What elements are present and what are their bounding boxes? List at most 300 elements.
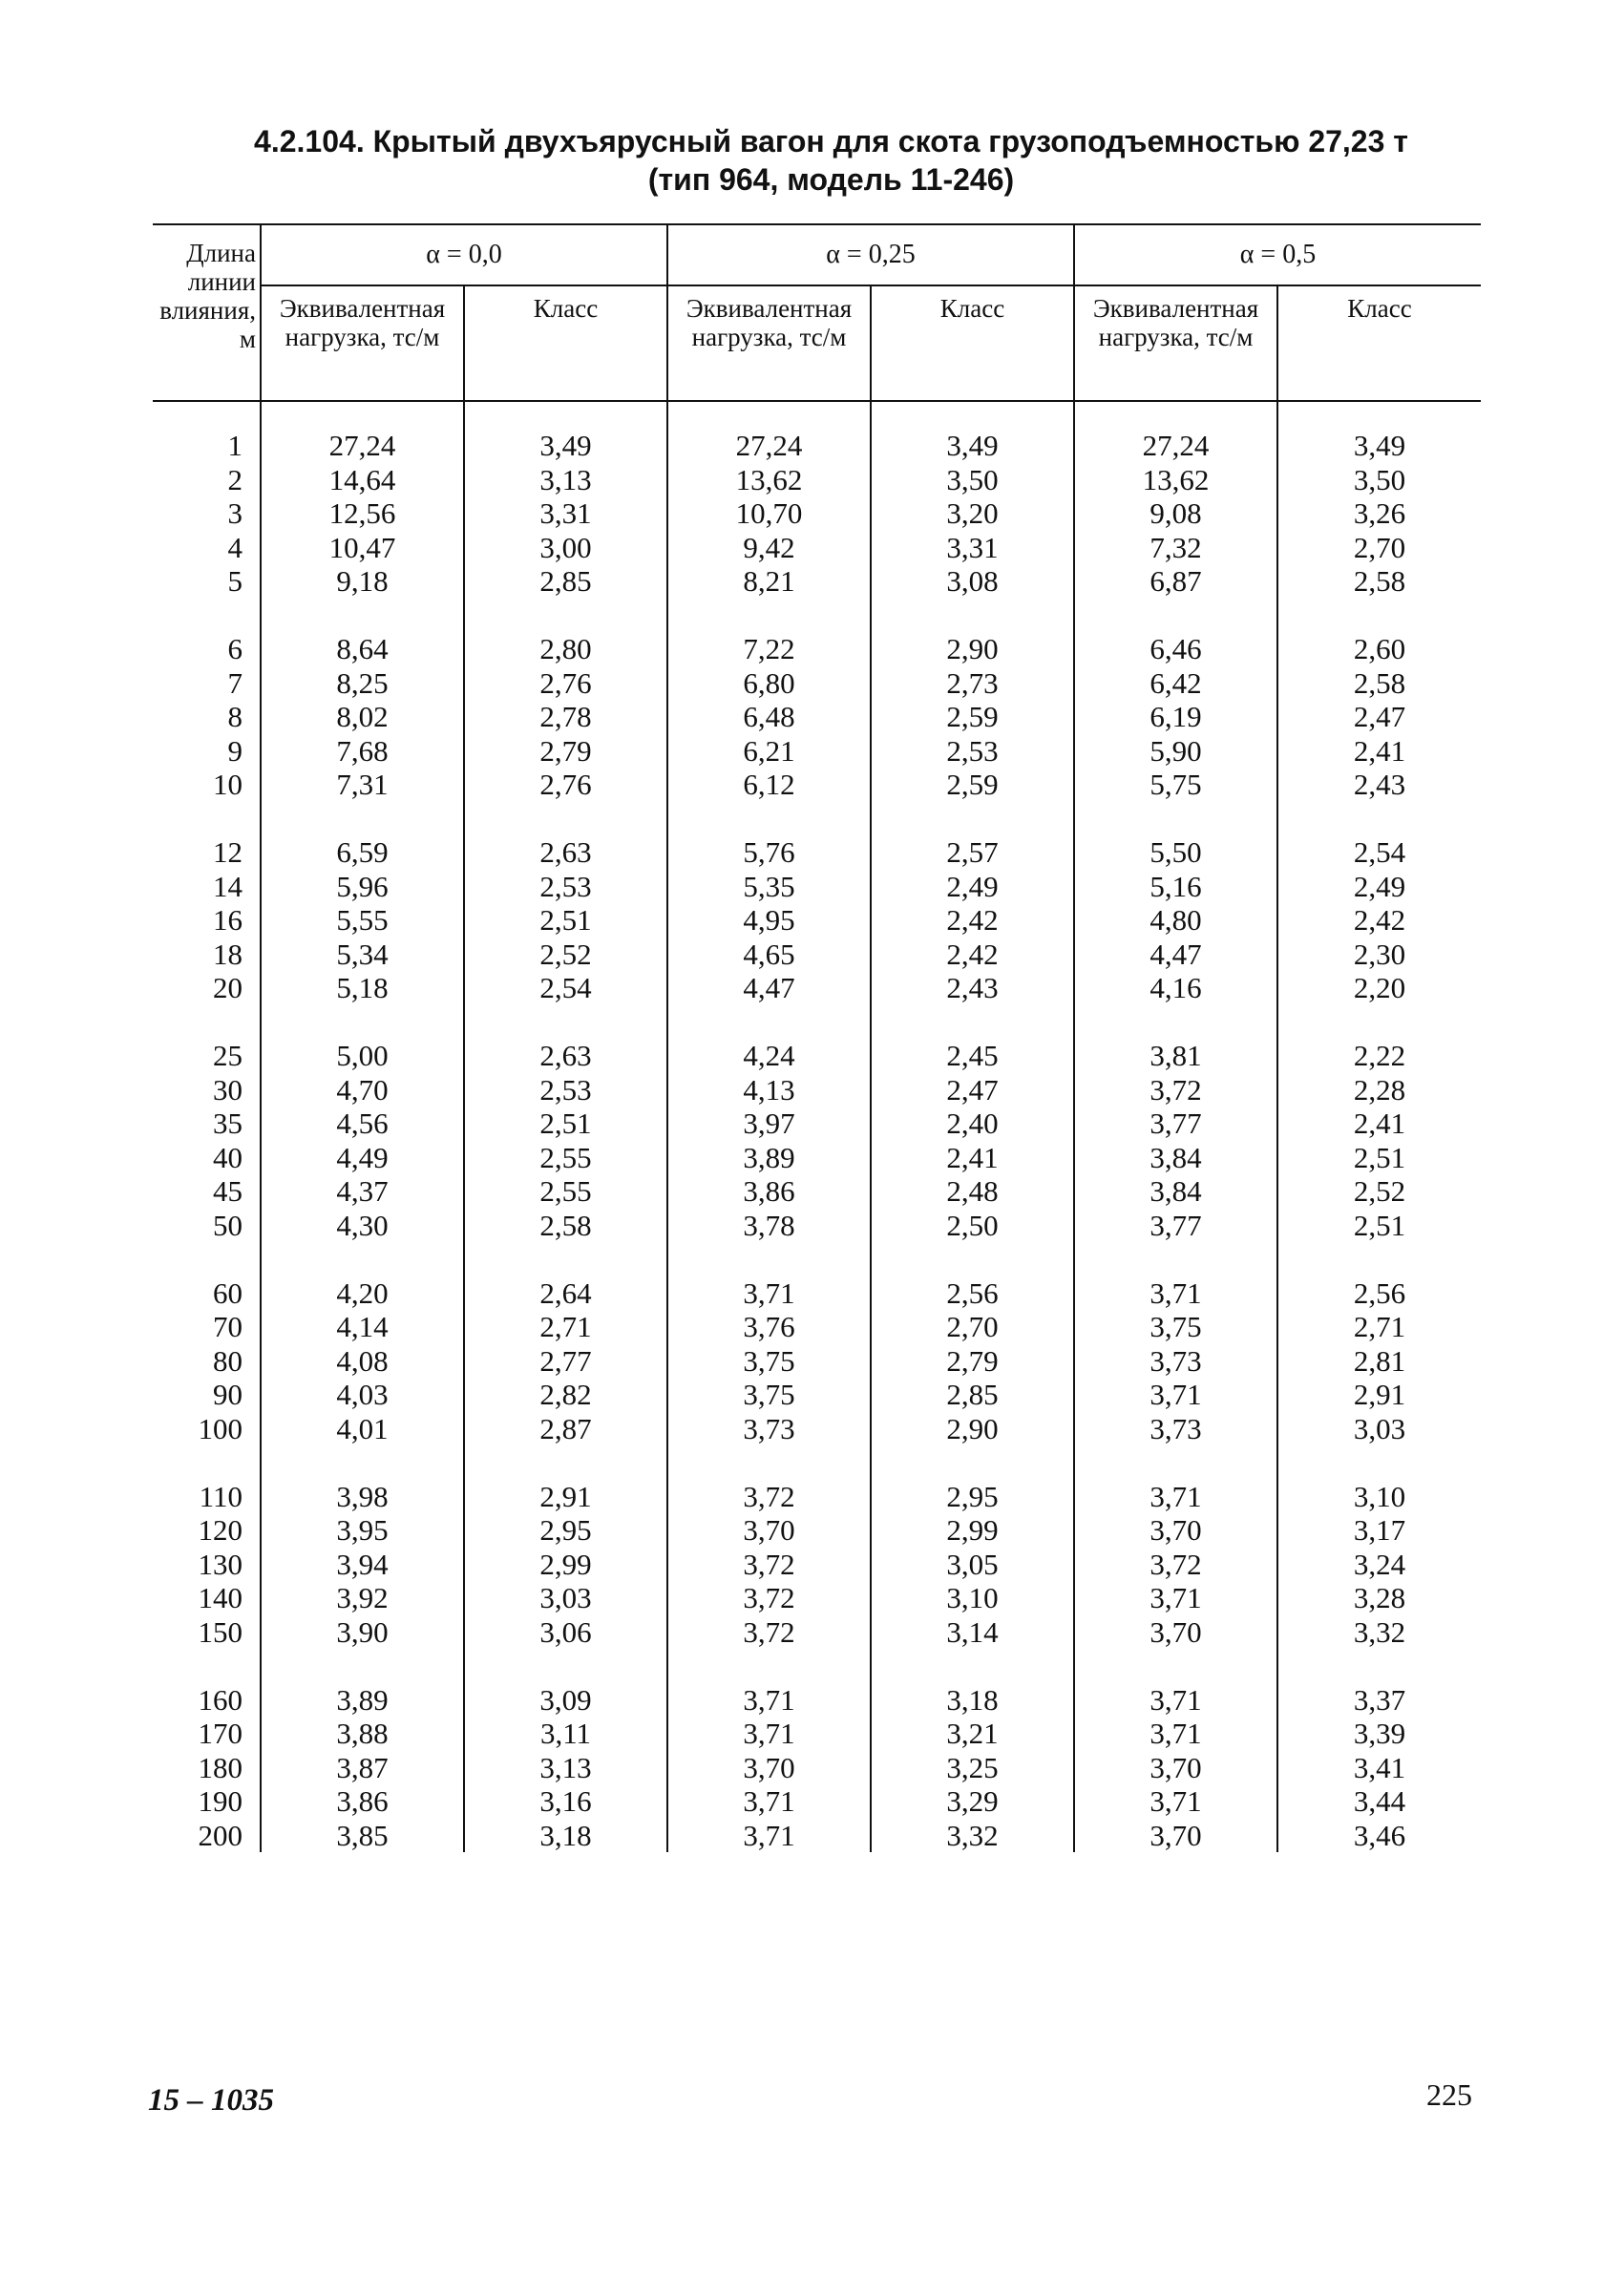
cell-equiv-load-a0: 4,03 — [261, 1378, 464, 1412]
cell-equiv-load-a025: 3,71 — [667, 1683, 871, 1718]
cell-class-a05: 2,43 — [1353, 768, 1406, 801]
cell-equiv-load-a025: 3,97 — [667, 1107, 871, 1141]
group-spacer — [153, 802, 1481, 836]
cell-line-length: 12 — [153, 835, 261, 870]
printer-signature: 15 – 1035 — [148, 2083, 274, 2118]
cell-class-a0: 2,76 — [464, 666, 667, 701]
header-row-alpha — [153, 224, 1481, 285]
cell-class-a05: 3,49 — [1353, 429, 1406, 462]
cell-equiv-load-a0: 3,98 — [261, 1480, 464, 1514]
cell-equiv-load-a025: 5,76 — [667, 835, 871, 870]
cell-class-a0: 2,51 — [464, 903, 667, 938]
header-class: Класс — [464, 285, 667, 401]
cell-line-length: 150 — [153, 1615, 261, 1650]
cell-class-a0: 3,13 — [464, 1751, 667, 1785]
table-row — [153, 531, 1481, 565]
cell-line-length: 200 — [153, 1819, 261, 1853]
cell-class-a025: 2,47 — [871, 1073, 1074, 1107]
cell-class-a0: 2,91 — [464, 1480, 667, 1514]
table-row — [153, 1751, 1481, 1785]
cell-class-a025: 2,53 — [871, 734, 1074, 769]
cell-equiv-load-a05: 3,77 — [1074, 1107, 1277, 1141]
cell-equiv-load-a05: 3,70 — [1074, 1615, 1277, 1650]
cell-class-a05: 3,24 — [1353, 1547, 1406, 1581]
cell-class-a05: 2,20 — [1353, 971, 1406, 1004]
cell-class-a05: 3,03 — [1353, 1411, 1406, 1445]
cell-equiv-load-a0: 4,37 — [261, 1174, 464, 1209]
cell-equiv-load-a0: 3,85 — [261, 1819, 464, 1853]
cell-class-a025: 2,90 — [871, 1412, 1074, 1446]
cell-class-a0: 3,31 — [464, 496, 667, 531]
title-line-2: (тип 964, модель 11-246) — [647, 162, 1015, 197]
cell-line-length: 18 — [153, 938, 261, 972]
cell-equiv-load-a025: 3,70 — [667, 1751, 871, 1785]
cell-class-a025: 2,41 — [871, 1141, 1074, 1175]
cell-equiv-load-a05: 4,80 — [1074, 903, 1277, 938]
cell-equiv-load-a0: 4,20 — [261, 1276, 464, 1311]
cell-equiv-load-a025: 3,72 — [667, 1581, 871, 1615]
cell-equiv-load-a0: 3,89 — [261, 1683, 464, 1718]
cell-line-length: 2 — [153, 463, 261, 497]
cell-class-a05: 3,37 — [1353, 1682, 1406, 1717]
cell-equiv-load-a0: 5,96 — [261, 870, 464, 904]
cell-class-a025: 2,40 — [871, 1107, 1074, 1141]
cell-equiv-load-a025: 13,62 — [667, 463, 871, 497]
header-equiv-load: Эквивалентная нагрузка, тс/м — [667, 285, 871, 401]
table-row — [153, 1784, 1481, 1819]
cell-class-a0: 2,77 — [464, 1344, 667, 1379]
cell-equiv-load-a05: 3,81 — [1074, 1039, 1277, 1073]
cell-class-a025: 3,05 — [871, 1548, 1074, 1582]
cell-equiv-load-a05: 3,71 — [1074, 1683, 1277, 1718]
cell-class-a05: 2,41 — [1353, 733, 1406, 768]
cell-class-a0: 2,53 — [464, 1073, 667, 1107]
cell-class-a025: 2,90 — [871, 632, 1074, 666]
cell-line-length: 90 — [153, 1378, 261, 1412]
cell-equiv-load-a025: 3,71 — [667, 1784, 871, 1819]
cell-equiv-load-a0: 10,47 — [261, 531, 464, 565]
cell-equiv-load-a0: 3,87 — [261, 1751, 464, 1785]
cell-equiv-load-a0: 3,92 — [261, 1581, 464, 1615]
cell-class-a025: 2,45 — [871, 1039, 1074, 1073]
cell-line-length: 7 — [153, 666, 261, 701]
cell-equiv-load-a0: 4,70 — [261, 1073, 464, 1107]
cell-equiv-load-a025: 6,80 — [667, 666, 871, 701]
cell-equiv-load-a05: 3,71 — [1074, 1378, 1277, 1412]
group-spacer — [153, 599, 1481, 633]
cell-equiv-load-a05: 3,70 — [1074, 1819, 1277, 1853]
table-title — [0, 122, 1624, 199]
cell-class-a025: 2,73 — [871, 666, 1074, 701]
table-row — [153, 1209, 1481, 1243]
cell-equiv-load-a05: 3,77 — [1074, 1209, 1277, 1243]
cell-line-length: 5 — [153, 564, 261, 599]
table-row — [153, 401, 1481, 463]
cell-equiv-load-a05: 5,16 — [1074, 870, 1277, 904]
cell-class-a05: 3,39 — [1353, 1717, 1406, 1750]
cell-class-a025: 2,59 — [871, 700, 1074, 734]
cell-class-a025: 2,42 — [871, 938, 1074, 972]
cell-line-length: 10 — [153, 768, 261, 802]
cell-class-a0: 2,55 — [464, 1141, 667, 1175]
table-row — [153, 768, 1481, 802]
cell-class-a025: 2,95 — [871, 1480, 1074, 1514]
table-row — [153, 1581, 1481, 1615]
cell-equiv-load-a05: 3,71 — [1074, 1717, 1277, 1751]
cell-equiv-load-a0: 3,94 — [261, 1548, 464, 1582]
cell-class-a05: 2,91 — [1353, 1378, 1406, 1411]
cell-equiv-load-a025: 6,12 — [667, 768, 871, 802]
cell-equiv-load-a0: 3,95 — [261, 1513, 464, 1548]
cell-class-a05: 3,17 — [1353, 1513, 1406, 1547]
header-length: Длина линии влияния, м — [153, 224, 261, 401]
cell-line-length: 25 — [153, 1039, 261, 1073]
cell-equiv-load-a05: 6,42 — [1074, 666, 1277, 701]
cell-class-a0: 2,99 — [464, 1548, 667, 1582]
cell-class-a0: 2,95 — [464, 1513, 667, 1548]
cell-equiv-load-a05: 3,72 — [1074, 1073, 1277, 1107]
cell-class-a0: 3,11 — [464, 1717, 667, 1751]
cell-class-a05: 2,58 — [1353, 564, 1406, 598]
cell-equiv-load-a0: 7,68 — [261, 734, 464, 769]
cell-class-a025: 2,57 — [871, 835, 1074, 870]
cell-equiv-load-a025: 27,24 — [667, 401, 871, 463]
cell-equiv-load-a05: 5,90 — [1074, 734, 1277, 769]
cell-class-a025: 3,21 — [871, 1717, 1074, 1751]
cell-class-a025: 3,31 — [871, 531, 1074, 565]
header-alpha-05: α = 0,5 — [1074, 224, 1481, 285]
header-class: Класс — [871, 285, 1074, 401]
table-row — [153, 700, 1481, 734]
cell-class-a05: 2,47 — [1353, 700, 1406, 733]
cell-class-a05: 2,22 — [1353, 1039, 1406, 1072]
table-row — [153, 1548, 1481, 1582]
cell-equiv-load-a0: 3,86 — [261, 1784, 464, 1819]
cell-class-a0: 2,63 — [464, 1039, 667, 1073]
cell-line-length: 180 — [153, 1751, 261, 1785]
cell-equiv-load-a0: 5,34 — [261, 938, 464, 972]
table-row — [153, 463, 1481, 497]
cell-equiv-load-a025: 3,72 — [667, 1548, 871, 1582]
cell-equiv-load-a05: 3,70 — [1074, 1513, 1277, 1548]
cell-class-a0: 2,64 — [464, 1276, 667, 1311]
cell-equiv-load-a025: 4,24 — [667, 1039, 871, 1073]
table-row — [153, 1480, 1481, 1514]
cell-equiv-load-a05: 5,50 — [1074, 835, 1277, 870]
cell-equiv-load-a025: 6,21 — [667, 734, 871, 769]
title-line-1: 4.2.104. Крытый двухъярусный вагон для скота грузоподъемностью 27,23 т — [254, 124, 1408, 158]
cell-class-a05: 2,28 — [1353, 1072, 1406, 1107]
cell-equiv-load-a0: 7,31 — [261, 768, 464, 802]
cell-line-length: 40 — [153, 1141, 261, 1175]
cell-class-a05: 2,51 — [1353, 1140, 1406, 1174]
cell-class-a025: 2,48 — [871, 1174, 1074, 1209]
cell-class-a025: 3,14 — [871, 1615, 1074, 1650]
cell-line-length: 1 — [153, 401, 261, 463]
table-row — [153, 734, 1481, 769]
cell-line-length: 120 — [153, 1513, 261, 1548]
cell-class-a025: 2,49 — [871, 870, 1074, 904]
cell-equiv-load-a025: 3,72 — [667, 1480, 871, 1514]
table-row — [153, 1107, 1481, 1141]
table-row — [153, 1412, 1481, 1446]
cell-equiv-load-a05: 3,73 — [1074, 1412, 1277, 1446]
cell-equiv-load-a05: 13,62 — [1074, 463, 1277, 497]
table-row — [153, 1073, 1481, 1107]
cell-equiv-load-a025: 8,21 — [667, 564, 871, 599]
table-row — [153, 938, 1481, 972]
cell-line-length: 80 — [153, 1344, 261, 1379]
cell-equiv-load-a05: 27,24 — [1074, 401, 1277, 463]
cell-class-a0: 3,49 — [464, 401, 667, 463]
cell-line-length: 6 — [153, 632, 261, 666]
cell-equiv-load-a025: 7,22 — [667, 632, 871, 666]
cell-class-a05: 3,50 — [1353, 462, 1406, 496]
cell-class-a05: 2,51 — [1353, 1208, 1406, 1242]
cell-equiv-load-a05: 4,16 — [1074, 971, 1277, 1005]
equivalent-load-table — [153, 223, 1481, 1852]
table-row — [153, 1039, 1481, 1073]
cell-equiv-load-a05: 3,71 — [1074, 1480, 1277, 1514]
cell-class-a0: 3,16 — [464, 1784, 667, 1819]
cell-line-length: 8 — [153, 700, 261, 734]
cell-class-a05: 2,70 — [1353, 530, 1406, 564]
table-body — [153, 401, 1481, 1852]
cell-equiv-load-a025: 3,89 — [667, 1141, 871, 1175]
table-row — [153, 870, 1481, 904]
cell-equiv-load-a0: 4,49 — [261, 1141, 464, 1175]
cell-line-length: 110 — [153, 1480, 261, 1514]
cell-class-a0: 3,03 — [464, 1581, 667, 1615]
table-row — [153, 1513, 1481, 1548]
cell-equiv-load-a025: 4,95 — [667, 903, 871, 938]
cell-equiv-load-a0: 6,59 — [261, 835, 464, 870]
table-row — [153, 835, 1481, 870]
cell-equiv-load-a0: 27,24 — [261, 401, 464, 463]
cell-line-length: 160 — [153, 1683, 261, 1718]
cell-class-a025: 2,43 — [871, 971, 1074, 1005]
table-row — [153, 496, 1481, 531]
cell-class-a0: 2,51 — [464, 1107, 667, 1141]
cell-equiv-load-a025: 3,78 — [667, 1209, 871, 1243]
cell-equiv-load-a05: 5,75 — [1074, 768, 1277, 802]
cell-class-a0: 2,82 — [464, 1378, 667, 1412]
cell-line-length: 190 — [153, 1784, 261, 1819]
cell-equiv-load-a0: 3,88 — [261, 1717, 464, 1751]
cell-equiv-load-a025: 3,71 — [667, 1276, 871, 1311]
cell-line-length: 70 — [153, 1310, 261, 1344]
table-row — [153, 1310, 1481, 1344]
cell-line-length: 50 — [153, 1209, 261, 1243]
cell-class-a0: 3,13 — [464, 463, 667, 497]
cell-equiv-load-a0: 8,02 — [261, 700, 464, 734]
cell-class-a025: 2,56 — [871, 1276, 1074, 1311]
cell-equiv-load-a025: 3,75 — [667, 1344, 871, 1379]
cell-class-a025: 3,49 — [871, 401, 1074, 463]
cell-equiv-load-a05: 6,87 — [1074, 564, 1277, 599]
cell-class-a025: 2,42 — [871, 903, 1074, 938]
cell-line-length: 45 — [153, 1174, 261, 1209]
cell-class-a05: 3,32 — [1353, 1614, 1406, 1649]
cell-equiv-load-a0: 8,25 — [261, 666, 464, 701]
cell-class-a0: 2,71 — [464, 1310, 667, 1344]
cell-equiv-load-a025: 3,76 — [667, 1310, 871, 1344]
cell-class-a05: 2,58 — [1353, 665, 1406, 700]
table-row — [153, 666, 1481, 701]
cell-class-a025: 3,50 — [871, 463, 1074, 497]
cell-class-a025: 3,18 — [871, 1683, 1074, 1718]
cell-class-a0: 3,18 — [464, 1819, 667, 1853]
cell-class-a0: 2,63 — [464, 835, 667, 870]
cell-class-a025: 3,10 — [871, 1581, 1074, 1615]
cell-equiv-load-a025: 9,42 — [667, 531, 871, 565]
cell-equiv-load-a025: 3,75 — [667, 1378, 871, 1412]
cell-equiv-load-a0: 4,56 — [261, 1107, 464, 1141]
cell-line-length: 16 — [153, 903, 261, 938]
header-equiv-load: Эквивалентная нагрузка, тс/м — [261, 285, 464, 401]
cell-line-length: 140 — [153, 1581, 261, 1615]
cell-equiv-load-a05: 3,84 — [1074, 1141, 1277, 1175]
cell-line-length: 4 — [153, 531, 261, 565]
cell-equiv-load-a05: 3,71 — [1074, 1276, 1277, 1311]
cell-class-a05: 2,60 — [1353, 632, 1406, 665]
cell-equiv-load-a025: 3,72 — [667, 1615, 871, 1650]
cell-equiv-load-a05: 3,71 — [1074, 1784, 1277, 1819]
header-class: Класс — [1277, 285, 1481, 401]
cell-equiv-load-a05: 6,19 — [1074, 700, 1277, 734]
header-alpha-025: α = 0,25 — [667, 224, 1074, 285]
cell-equiv-load-a025: 3,70 — [667, 1513, 871, 1548]
cell-class-a025: 2,85 — [871, 1378, 1074, 1412]
cell-line-length: 130 — [153, 1548, 261, 1582]
cell-equiv-load-a0: 5,18 — [261, 971, 464, 1005]
cell-class-a05: 2,54 — [1353, 835, 1406, 869]
cell-line-length: 170 — [153, 1717, 261, 1751]
cell-class-a05: 2,30 — [1353, 937, 1406, 971]
table-row — [153, 903, 1481, 938]
cell-equiv-load-a0: 8,64 — [261, 632, 464, 666]
cell-class-a0: 2,53 — [464, 870, 667, 904]
header-row-sub — [153, 285, 1481, 401]
table-row — [153, 1615, 1481, 1650]
cell-class-a05: 3,44 — [1353, 1784, 1406, 1818]
cell-class-a025: 3,20 — [871, 496, 1074, 531]
cell-class-a05: 2,81 — [1353, 1343, 1406, 1378]
cell-equiv-load-a05: 4,47 — [1074, 938, 1277, 972]
cell-class-a025: 3,29 — [871, 1784, 1074, 1819]
cell-equiv-load-a025: 3,71 — [667, 1819, 871, 1853]
cell-class-a0: 2,55 — [464, 1174, 667, 1209]
cell-class-a05: 3,10 — [1353, 1479, 1406, 1513]
table-row — [153, 971, 1481, 1005]
table-row — [153, 1683, 1481, 1718]
cell-equiv-load-a025: 4,65 — [667, 938, 871, 972]
cell-class-a05: 3,46 — [1353, 1818, 1406, 1852]
table-row — [153, 1276, 1481, 1311]
table-row — [153, 1819, 1481, 1853]
cell-line-length: 9 — [153, 734, 261, 769]
group-spacer — [153, 1445, 1481, 1480]
cell-equiv-load-a05: 3,72 — [1074, 1548, 1277, 1582]
table-row — [153, 564, 1481, 599]
cell-class-a025: 3,25 — [871, 1751, 1074, 1785]
cell-class-a05: 3,26 — [1353, 496, 1406, 530]
cell-equiv-load-a0: 14,64 — [261, 463, 464, 497]
cell-class-a025: 2,59 — [871, 768, 1074, 802]
table-row — [153, 1141, 1481, 1175]
cell-equiv-load-a05: 3,75 — [1074, 1310, 1277, 1344]
cell-equiv-load-a025: 6,48 — [667, 700, 871, 734]
table-row — [153, 1717, 1481, 1751]
cell-class-a0: 3,06 — [464, 1615, 667, 1650]
cell-class-a05: 3,41 — [1353, 1750, 1406, 1784]
cell-class-a025: 3,32 — [871, 1819, 1074, 1853]
header-alpha-0: α = 0,0 — [261, 224, 667, 285]
cell-line-length: 3 — [153, 496, 261, 531]
cell-class-a0: 2,78 — [464, 700, 667, 734]
cell-class-a025: 2,50 — [871, 1209, 1074, 1243]
cell-class-a05: 2,56 — [1353, 1276, 1406, 1310]
cell-equiv-load-a0: 12,56 — [261, 496, 464, 531]
cell-equiv-load-a0: 5,00 — [261, 1039, 464, 1073]
cell-class-a025: 2,79 — [871, 1344, 1074, 1379]
cell-equiv-load-a05: 9,08 — [1074, 496, 1277, 531]
cell-class-a0: 2,87 — [464, 1412, 667, 1446]
cell-equiv-load-a025: 3,71 — [667, 1717, 871, 1751]
cell-class-a025: 2,99 — [871, 1513, 1074, 1548]
cell-class-a025: 3,08 — [871, 564, 1074, 599]
cell-equiv-load-a0: 9,18 — [261, 564, 464, 599]
group-spacer — [153, 1649, 1481, 1683]
group-spacer — [153, 1005, 1481, 1040]
cell-line-length: 100 — [153, 1412, 261, 1446]
cell-class-a0: 2,58 — [464, 1209, 667, 1243]
cell-equiv-load-a05: 3,71 — [1074, 1581, 1277, 1615]
cell-line-length: 35 — [153, 1107, 261, 1141]
cell-equiv-load-a025: 3,73 — [667, 1412, 871, 1446]
cell-equiv-load-a0: 3,90 — [261, 1615, 464, 1650]
cell-class-a05: 2,42 — [1353, 903, 1406, 937]
table-row — [153, 1344, 1481, 1379]
cell-class-a05: 2,71 — [1353, 1310, 1406, 1343]
cell-equiv-load-a0: 4,01 — [261, 1412, 464, 1446]
cell-equiv-load-a0: 5,55 — [261, 903, 464, 938]
cell-equiv-load-a025: 10,70 — [667, 496, 871, 531]
cell-line-length: 30 — [153, 1073, 261, 1107]
cell-class-a05: 3,28 — [1353, 1581, 1406, 1614]
cell-equiv-load-a025: 4,47 — [667, 971, 871, 1005]
cell-class-a0: 2,80 — [464, 632, 667, 666]
table-row — [153, 1174, 1481, 1209]
cell-equiv-load-a025: 5,35 — [667, 870, 871, 904]
cell-class-a05: 2,49 — [1353, 869, 1406, 903]
cell-equiv-load-a05: 3,70 — [1074, 1751, 1277, 1785]
cell-class-a0: 2,76 — [464, 768, 667, 802]
cell-equiv-load-a05: 3,84 — [1074, 1174, 1277, 1209]
cell-equiv-load-a05: 3,73 — [1074, 1344, 1277, 1379]
cell-equiv-load-a025: 4,13 — [667, 1073, 871, 1107]
cell-class-a0: 2,79 — [464, 734, 667, 769]
cell-class-a05: 2,52 — [1353, 1174, 1406, 1208]
header-equiv-load: Эквивалентная нагрузка, тс/м — [1074, 285, 1277, 401]
cell-equiv-load-a05: 6,46 — [1074, 632, 1277, 666]
group-spacer — [153, 1242, 1481, 1276]
cell-class-a0: 3,09 — [464, 1683, 667, 1718]
cell-class-a025: 2,70 — [871, 1310, 1074, 1344]
cell-class-a0: 2,85 — [464, 564, 667, 599]
cell-line-length: 20 — [153, 971, 261, 1005]
cell-equiv-load-a0: 4,14 — [261, 1310, 464, 1344]
